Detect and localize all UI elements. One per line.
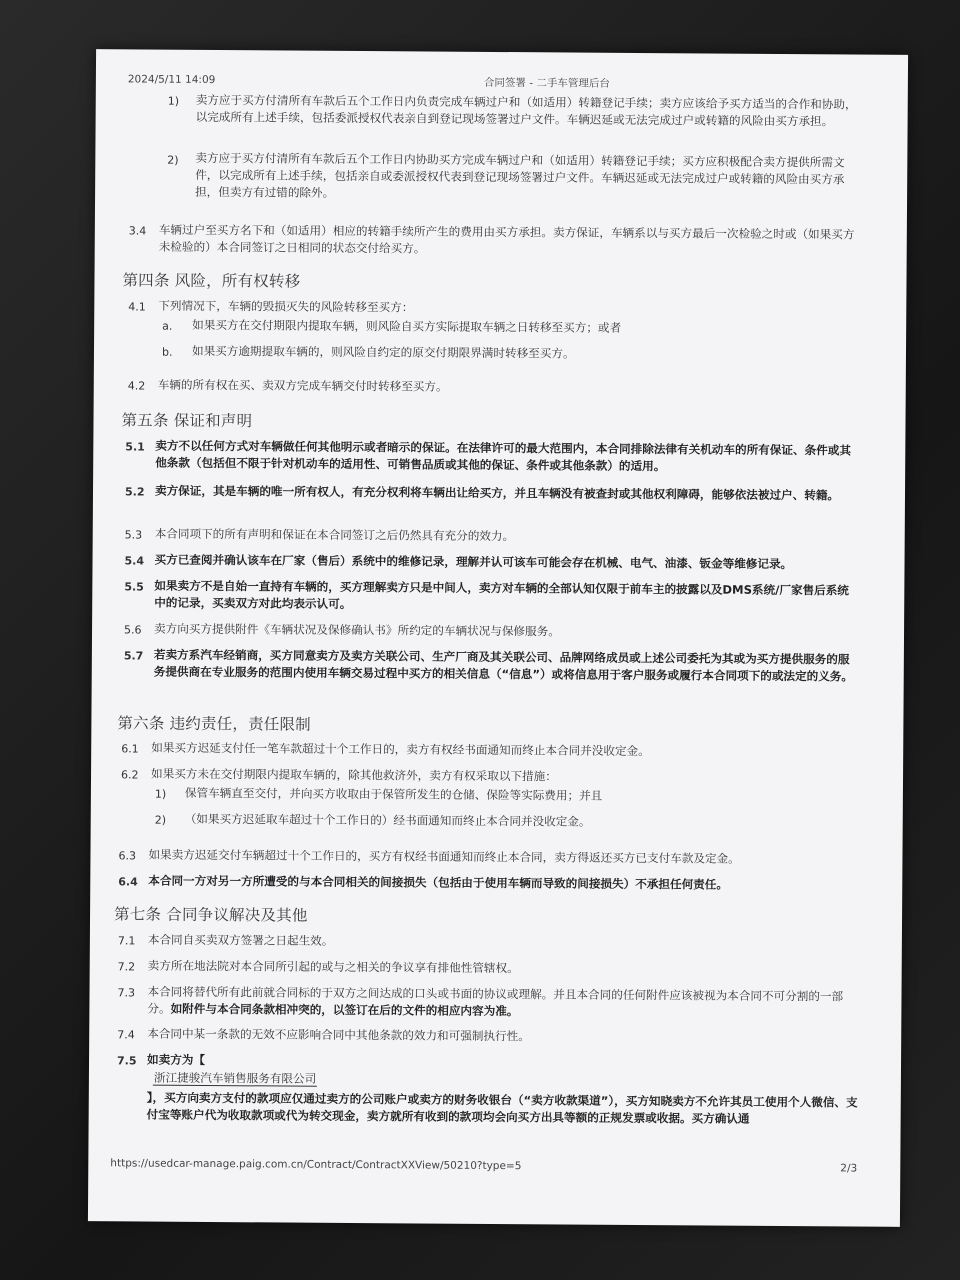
clause-text: 卖方应于买方付清所有车款后五个工作日内协助买方完成车辆过户和（如适用）转籍登记手续；买方应积极配合卖方提供所需文件，以完成所有上述手续，包括亲自或委派授权代表到登记现场签署过户文件。车辆迟延或无法完成过户或转籍的风险由买方承担，但卖方有过错的除外。 [195, 150, 845, 200]
clause-number: 7.5 [116, 1054, 137, 1068]
clause-text: 卖方向买方提供附件《车辆状况及保修确认书》所约定的车辆状况与保修服务。 [154, 621, 560, 639]
clause-text: 本合同中某一条款的无效不应影响合同中其他条款的效力和可强制执行性。 [147, 1026, 530, 1044]
clause-text: 卖方保证，其是车辆的唯一所有权人，有充分权利将车辆出让给买方，并且车辆没有被查封或其他权利障碍，能够依法被过户、转籍。 [154, 483, 840, 503]
clause-text: 卖方所在地法院对本合同所引起的或与之相关的争议享有排他性管辖权。 [147, 958, 519, 976]
clause-number: 5.4 [124, 554, 145, 568]
clause-text: 如果卖方不是自始一直持有车辆的，买方理解卖方只是中间人，卖方对车辆的全部认知仅限于前车主的披露以及DMS系统/厂家售后系统中的记录，买卖双方对此均表示认可。 [154, 578, 849, 611]
clause-number: 4.2 [127, 379, 146, 393]
clause-text-part: 本合同将替代所有此前就合同标的于双方之间达成的口头或书面的协议或理解。并且本合同的任何附件应该被视为本合同不可分割的一部分。 [147, 984, 844, 1016]
clause-number: 7.3 [117, 986, 136, 1000]
clause-text: 如果买方在交付期限内提取车辆，则风险自买方实际提取车辆之日转移至买方；或者 [192, 317, 622, 335]
section-heading: 第五条 保证和声明 [121, 411, 253, 431]
clause-text-bold: 如附件与本合同条款相冲突的，以签订在后的文件的相应内容为准。 [170, 1001, 519, 1019]
page-title: 合同签署 - 二手车管理后台 [483, 76, 610, 90]
clause-number: 7.2 [117, 960, 136, 974]
seller-name-line [153, 1070, 753, 1091]
clause-text: 若卖方系汽车经销商，买方同意卖方及卖方关联公司、生产厂商及其关联公司、品牌网络成员或上述公司委托为其或为买方提供服务的服务提供商在专业服务的范围内使用车辆交易过程中买方的相关信息（“信息”）或将信息用于客户服务或履行本合同项下的或法定的义务。 [153, 647, 854, 684]
clause-text: 保管车辆直至交付，并向买方收取由于保管所发生的仓储、保险等实际费用；并且 [184, 785, 603, 803]
clause-number: 5.1 [125, 440, 145, 454]
section-heading: 第七条 合同争议解决及其他 [113, 905, 308, 925]
clause-number: 7.4 [117, 1028, 135, 1042]
clause-number: 7.1 [117, 934, 136, 948]
item-number: 2) [154, 813, 167, 827]
section-heading: 第四条 风险，所有权转移 [122, 271, 301, 291]
clause-number: 5.2 [124, 485, 145, 499]
clause-text: 卖方不以任何方式对车辆做任何其他明示或者暗示的保证。在法律许可的最大范围内，本合同排除法律有关机动车的所有保证、条件或其他条款（包括但不限于针对机动车的适用性、可销售品质或其他的保证、条件或其他条款）的适用。 [155, 438, 852, 474]
clause-text: 卖方应于买方付清所有车款后五个工作日内负责完成车辆过户和（如适用）转籍登记手续；卖方应该给予买方适当的合作和协助，以完成所有上述手续，包括委派授权代表亲自到登记现场签署过户文件。车辆迟延或无法完成过户或转籍的风险由买方承担。 [195, 92, 857, 129]
clause-text: 本合同自买卖双方签署之日起生效。 [147, 932, 334, 948]
clause-number: 5.7 [123, 649, 144, 663]
clause-text: 】，买方向卖方支付的款项应仅通过卖方的公司账户或卖方的财务收银台（“卖方收款渠道”），买方知晓卖方不允许其员工使用个人微信、支付宝等账户代为收取款项或代为转交现金，卖方就所有收到的款项均会向买方出具等额的正规发票或收据。买方确认通 [146, 1090, 858, 1126]
clause-number: 5.6 [124, 623, 142, 637]
clause-number: 6.3 [118, 849, 137, 863]
footer-url: https://usedcar-manage.paig.com.cn/Contract/ContractXXView/50210?type=5 [110, 1157, 522, 1173]
clause-text: 如卖方为【 [146, 1052, 206, 1067]
page-number: 2/3 [840, 1162, 858, 1175]
item-number: 2) [167, 153, 179, 167]
clause-text [147, 984, 859, 1023]
clause-text: 本合同项下的所有声明和保证在本合同签订之后仍然具有充分的效力。 [154, 526, 515, 544]
seller-name: 浙江捷骏汽车销售服务有限公司 [153, 1070, 317, 1086]
print-timestamp: 2024/5/11 14:09 [127, 73, 216, 87]
clause-number: 6.1 [121, 742, 139, 756]
clause-text: 如果买方未在交付期限内提取车辆的，除其他救济外，卖方有权采取以下措施： [150, 766, 557, 784]
clause-text: （如果买方迟延取车超过十个工作日的）经书面通知而终止本合同并没收定金。 [184, 811, 591, 829]
item-letter: b. [161, 345, 173, 359]
document-page [88, 49, 908, 1227]
item-letter: a. [162, 319, 173, 333]
clause-number: 6.4 [118, 875, 138, 889]
clause-number: 5.5 [124, 580, 144, 594]
clause-text: 如果买方迟延支付任一笔车款超过十个工作日的，卖方有权经书面通知而终止本合同并没收定金。 [151, 740, 650, 759]
item-number: 1) [167, 94, 180, 108]
clause-text: 如果卖方迟延交付车辆超过十个工作日的，买方有权经书面通知而终止本合同，卖方得返还买方已支付车款及定金。 [148, 847, 740, 866]
clause-text: 本合同一方对另一方所遭受的与本合同相关的间接损失（包括由于使用车辆而导致的间接损失）不承担任何责任。 [148, 873, 729, 892]
clause-number: 6.2 [120, 768, 139, 782]
clause-number: 4.1 [128, 300, 146, 314]
clause-text: 下列情况下，车辆的毁损灭失的风险转移至买方： [158, 298, 414, 315]
clause-number: 5.3 [124, 528, 143, 542]
section-heading: 第六条 违约责任，责任限制 [117, 714, 311, 734]
clause-text: 买方已查阅并确认该车在厂家（售后）系统中的维修记录，理解并认可该车可能会存在机械、电气、油漆、钣金等维修记录。 [154, 552, 793, 572]
clause-text: 车辆的所有权在买、卖双方完成车辆交付时转移至买方。 [157, 377, 448, 394]
clause-number: 3.4 [128, 224, 147, 238]
clause-text: 如果买方逾期提取车辆的，则风险自约定的原交付期限界满时转移至买方。 [191, 343, 575, 361]
item-number: 1) [154, 787, 167, 801]
clause-text: 车辆过户至买方名下和（如适用）相应的转籍手续所产生的费用由买方承担。卖方保证，车辆系以与买方最后一次检验之时或（如果买方未检验的）本合同签订之日相同的状态交付给买方。 [158, 222, 855, 256]
